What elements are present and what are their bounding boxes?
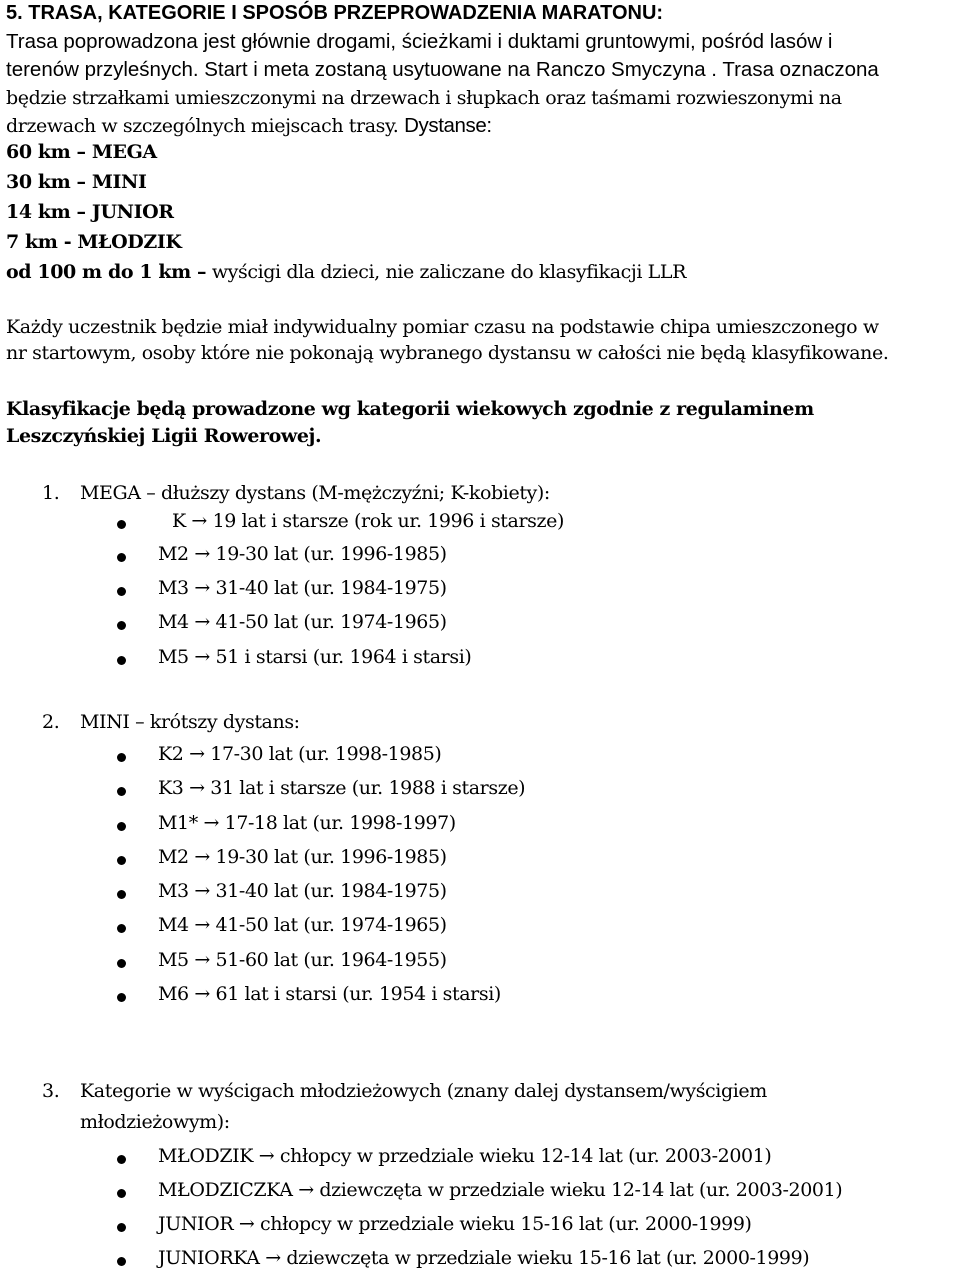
bullet-icon: [117, 822, 126, 831]
bullet-icon: [117, 924, 126, 933]
distance-label: od 100 m do 1 km –: [6, 261, 207, 283]
list-item: JUNIORKA → dziewczęta w przedziale wieku 15-16 lat (ur. 2000-1999): [158, 1247, 810, 1269]
distance-label: 7 km - MŁODZIK: [6, 231, 182, 253]
bullet-icon: [117, 1189, 126, 1198]
distance-mlodzik: [6, 231, 181, 253]
list-item: K → 19 lat i starsze (rok ur. 1996 i starsze): [172, 510, 564, 532]
intro-line-3: będzie strzałkami umieszczonymi na drzewach i słupkach oraz taśmami rozwieszonymi na: [6, 87, 842, 109]
list-item: M3 → 31-40 lat (ur. 1984-1975): [158, 577, 447, 599]
bullet-icon: [117, 1155, 126, 1164]
bullet-icon: [117, 553, 126, 562]
list-number: 3.: [42, 1080, 60, 1102]
list-item: M5 → 51 i starsi (ur. 1964 i starsi): [158, 646, 472, 668]
bullet-icon: [117, 520, 126, 529]
list-item: JUNIOR → chłopcy w przedziale wieku 15-16 lat (ur. 2000-1999): [158, 1213, 752, 1235]
list-item: M2 → 19-30 lat (ur. 1996-1985): [158, 846, 447, 868]
list-item: M4 → 41-50 lat (ur. 1974-1965): [158, 611, 447, 633]
intro-line-1: Trasa poprowadzona jest głównie drogami, ścieżkami i duktami gruntowymi, pośród lasów i: [6, 30, 833, 53]
list-item: M3 → 31-40 lat (ur. 1984-1975): [158, 880, 447, 902]
distance-label: 14 km – JUNIOR: [6, 201, 174, 223]
list-title-mega: MEGA – dłuższy dystans (M-mężczyźni; K-kobiety):: [80, 482, 550, 504]
distance-junior: [6, 201, 174, 223]
list-item: M4 → 41-50 lat (ur. 1974-1965): [158, 914, 447, 936]
intro-line-2: terenów przyleśnych. Start i meta zostaną usytuowane na Ranczo Smyczyna . Trasa oznaczona: [6, 58, 879, 81]
list-item: MŁODZIK → chłopcy w przedziale wieku 12-14 lat (ur. 2003-2001): [158, 1145, 772, 1167]
list-number: 2.: [42, 711, 60, 733]
bullet-icon: [117, 1257, 126, 1266]
distance-label: 60 km – MEGA: [6, 141, 157, 163]
bullet-icon: [117, 656, 126, 665]
distance-mega: [6, 141, 157, 163]
dystanse-label: Dystanse:: [404, 114, 492, 137]
list-number: 1.: [42, 482, 60, 504]
bullet-icon: [117, 890, 126, 899]
bullet-icon: [117, 787, 126, 796]
measurement-line-2: nr startowym, osoby które nie pokonają wybranego dystansu w całości nie będą klasyfikowane.: [6, 342, 889, 364]
bullet-icon: [117, 753, 126, 762]
list-item: K2 → 17-30 lat (ur. 1998-1985): [158, 743, 442, 765]
list-item: M5 → 51-60 lat (ur. 1964-1955): [158, 949, 447, 971]
distance-label: 30 km – MINI: [6, 171, 147, 193]
list-title-mini: MINI – krótszy dystans:: [80, 711, 300, 733]
intro-line-4-text: drzewach w szczególnych miejscach trasy.: [6, 115, 399, 137]
bullet-icon: [117, 1223, 126, 1232]
list-item: MŁODZICZKA → dziewczęta w przedziale wieku 12-14 lat (ur. 2003-2001): [158, 1179, 843, 1201]
bullet-icon: [117, 621, 126, 630]
intro-line-4: [6, 114, 492, 138]
list-item: M1* → 17-18 lat (ur. 1998-1997): [158, 812, 456, 834]
section-title: 5. TRASA, KATEGORIE I SPOSÓB PRZEPROWADZENIA MARATONU:: [6, 2, 664, 24]
list-item: M2 → 19-30 lat (ur. 1996-1985): [158, 543, 447, 565]
bullet-icon: [117, 959, 126, 968]
distance-description: wyścigi dla dzieci, nie zaliczane do klasyfikacji LLR: [211, 261, 687, 283]
classification-line-2: Leszczyńskiej Ligii Rowerowej.: [6, 425, 322, 447]
bullet-icon: [117, 856, 126, 865]
measurement-line-1: Każdy uczestnik będzie miał indywidualny pomiar czasu na podstawie chipa umieszczonego w: [6, 316, 879, 338]
classification-line-1: Klasyfikacje będą prowadzone wg kategorii wiekowych zgodnie z regulaminem: [6, 398, 814, 420]
list-item: M6 → 61 lat i starsi (ur. 1954 i starsi): [158, 983, 501, 1005]
list-item: K3 → 31 lat i starsze (ur. 1988 i starsze): [158, 777, 526, 799]
list-title-youth-1: Kategorie w wyścigach młodzieżowych (znany dalej dystansem/wyścigiem: [80, 1080, 767, 1102]
distance-mini: [6, 171, 146, 193]
distance-kids: [6, 261, 686, 283]
bullet-icon: [117, 587, 126, 596]
list-title-youth-2: młodzieżowym):: [80, 1111, 230, 1133]
bullet-icon: [117, 993, 126, 1002]
